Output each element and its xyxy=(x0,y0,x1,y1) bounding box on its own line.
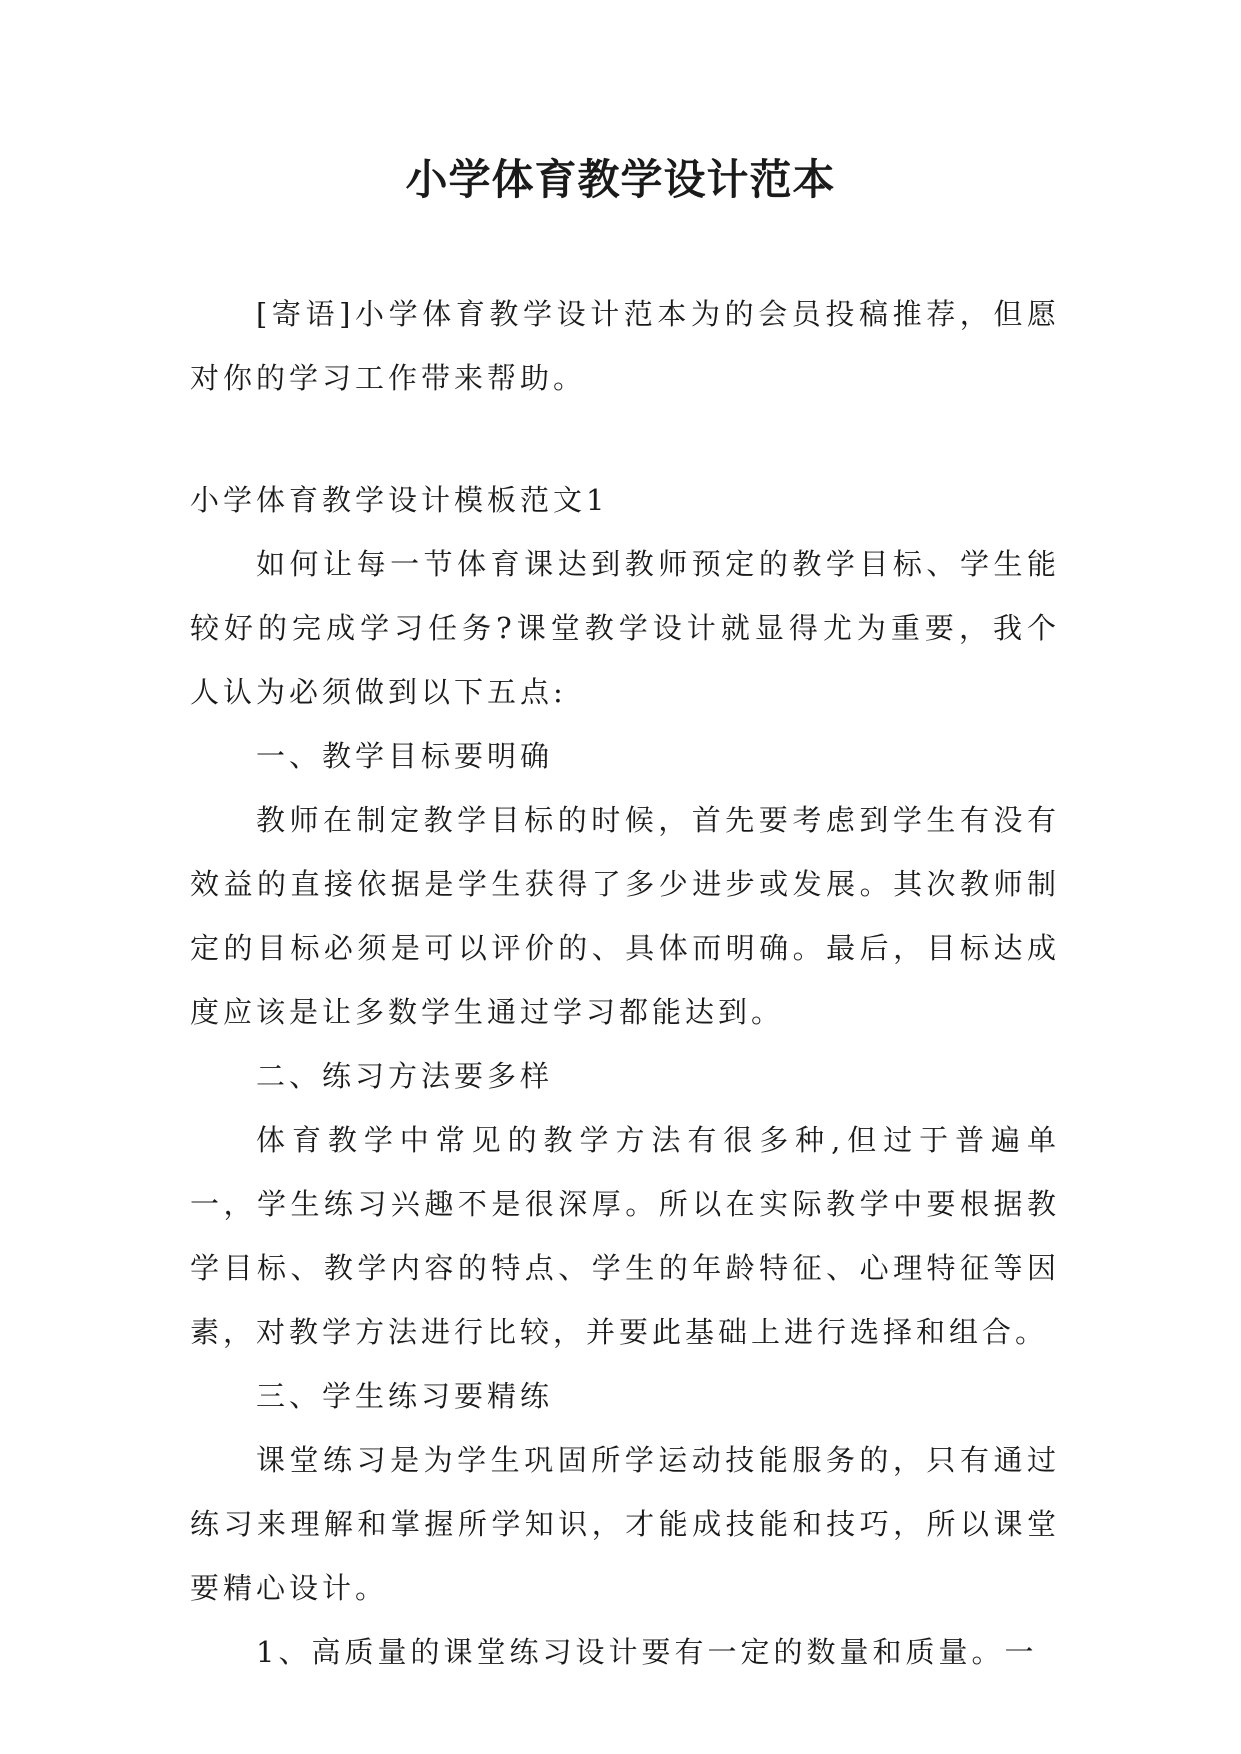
document-title: 小学体育教学设计范本 xyxy=(405,155,836,204)
subheading: 二、练习方法要多样 xyxy=(256,1059,554,1093)
preface-paragraph: [寄语]小学体育教学设计范本为的会员投稿推荐，但愿对你的学习工作带来帮助。 xyxy=(190,297,1060,395)
body-paragraph: 课堂练习是为学生巩固所学运动技能服务的，只有通过练习来理解和掌握所学知识，才能成技能和技巧，所以课堂要精心设计。 xyxy=(190,1443,1060,1605)
subheading: 三、学生练习要精练 xyxy=(256,1379,554,1413)
document-body xyxy=(190,282,1060,1684)
body-paragraph: 如何让每一节体育课达到教师预定的教学目标、学生能较好的完成学习任务?课堂教学设计就显得尤为重要，我个人认为必须做到以下五点: xyxy=(190,547,1060,709)
body-paragraph: 教师在制定教学目标的时候，首先要考虑到学生有没有效益的直接依据是学生获得了多少进步或发展。其次教师制定的目标必须是可以评价的、具体而明确。最后，目标达成度应该是让多数学生通过学习都能达到。 xyxy=(190,803,1060,1029)
subheading: 一、教学目标要明确 xyxy=(256,739,554,773)
section-heading: 小学体育教学设计模板范文1 xyxy=(190,483,609,517)
body-paragraph: 体育教学中常见的教学方法有很多种,但过于普遍单一，学生练习兴趣不是很深厚。所以在实际教学中要根据教学目标、教学内容的特点、学生的年龄特征、心理特征等因素，对教学方法进行比较，并要此基础上进行选择和组合。 xyxy=(190,1123,1060,1349)
body-paragraph: 1、高质量的课堂练习设计要有一定的数量和质量。一 xyxy=(256,1635,1038,1669)
